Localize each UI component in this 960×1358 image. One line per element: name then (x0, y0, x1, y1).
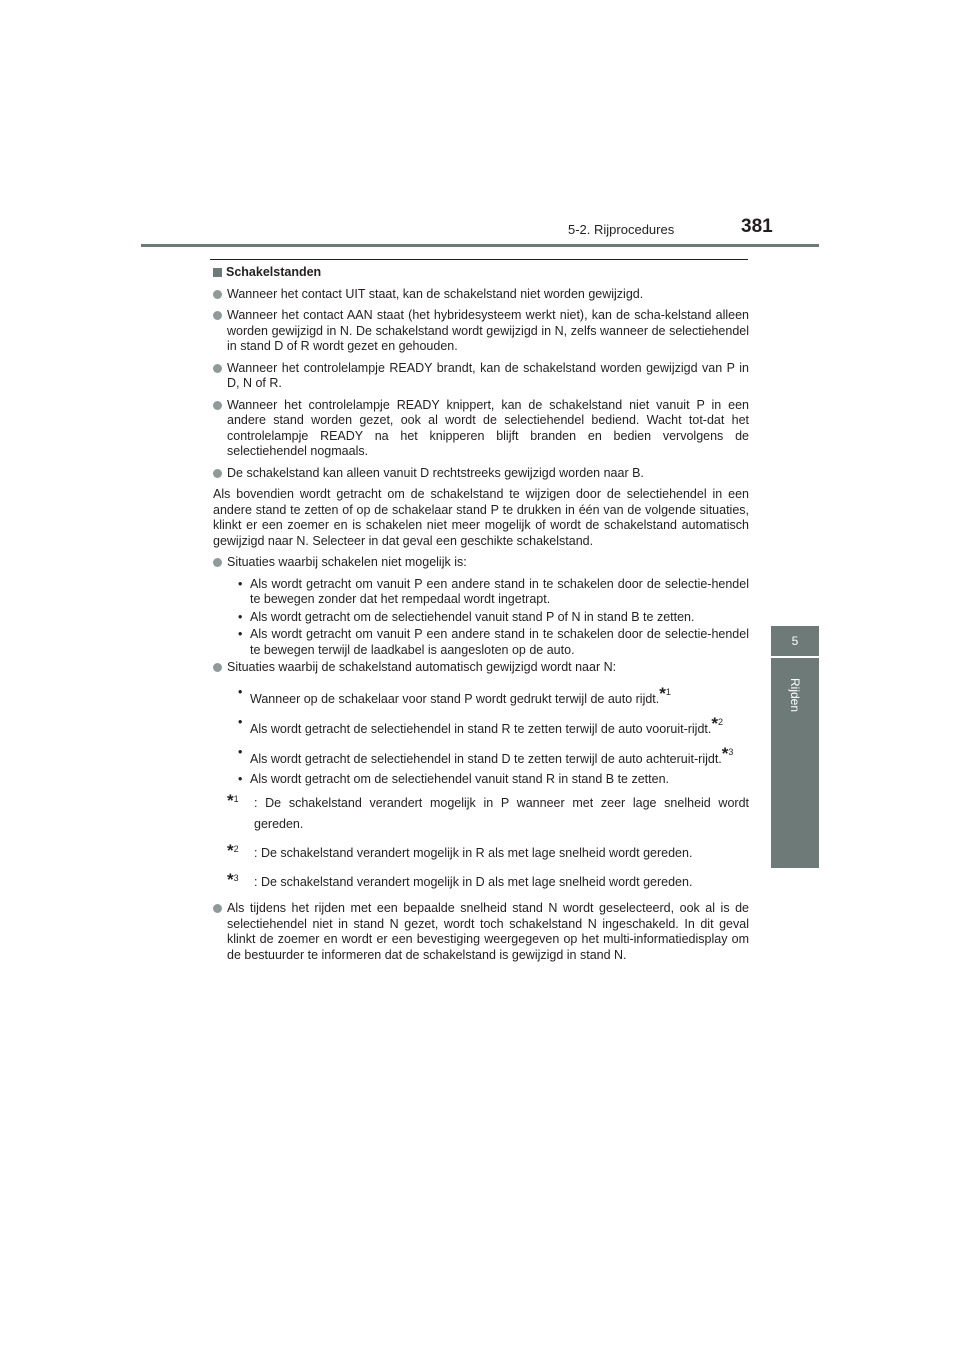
bullet-text: Wanneer het controlelampje READY brandt, kan de schakelstand worden gewijzigd van P in D, N of R. (227, 360, 749, 390)
list-item (213, 466, 749, 482)
circle-bullet-icon (213, 311, 222, 320)
sub-bullet-mark: • (238, 684, 243, 699)
body-paragraph: Als bovendien wordt getracht om de schakelstand te wijzigen door de selectiehendel in een andere stand te zetten of op de schakelaar stand P te drukken in één van de volgende situaties, klinkt er een zoemer en is schakelen niet meer mogelijk of wordt de schakelstand automatisch gewijzigd naar N. Selecteer in dat geval een geschikte schakelstand. (213, 487, 749, 548)
sub-bullet-mark: • (238, 744, 243, 759)
footnote-mark (227, 868, 239, 896)
circle-bullet-icon (213, 469, 222, 478)
sub-list-item (213, 682, 749, 710)
sub-list-item (213, 742, 749, 770)
footnote-number: 1 (233, 794, 239, 804)
sub-bullet-mark: • (238, 609, 243, 624)
bullet-text: Situaties waarbij schakelen niet mogelijk is: (227, 555, 467, 569)
list-item (213, 555, 749, 571)
sub-list-item (213, 610, 749, 626)
sub-list-item (213, 712, 749, 740)
footnote-star: * (659, 683, 666, 703)
bullet-text: Wanneer het contact UIT staat, kan de schakelstand niet worden gewijzigd. (227, 286, 644, 301)
footnote-star: * (721, 743, 729, 763)
sub-item-text: Als wordt getracht om de selectiehendel vanuit stand P of N in stand B te zetten. (250, 609, 695, 624)
footnote-mark (227, 839, 239, 867)
sub-item-text: Als wordt getracht om de selectiehendel vanuit stand R in stand B te zetten. (250, 771, 669, 786)
circle-bullet-icon (213, 663, 222, 672)
footnote-number: 2 (233, 844, 239, 854)
footnote-number: 3 (233, 873, 239, 883)
footnote-star: * (711, 713, 718, 733)
circle-bullet-icon (213, 904, 222, 913)
sub-item-text: Wanneer op de schakelaar voor stand P wordt gedrukt terwijl de auto rijdt. (250, 691, 660, 706)
content-divider (210, 259, 748, 260)
circle-bullet-icon (213, 364, 222, 373)
footnote-ref: 3 (728, 746, 734, 757)
footnote-star: * (227, 870, 234, 889)
sub-bullet-mark: • (238, 627, 243, 641)
sub-bullet-mark: • (238, 714, 243, 729)
list-item (213, 287, 749, 303)
header-divider (141, 244, 819, 247)
page-number: 381 (741, 216, 773, 237)
list-item (213, 660, 749, 676)
sub-item-text: Als wordt getracht de selectiehendel in stand R te zetten terwijl de auto vooruit-rijdt. (250, 721, 712, 736)
chapter-tab (771, 658, 819, 868)
footnote (213, 843, 749, 864)
sub-item-text: Als wordt getracht om vanuit P een andere stand in te schakelen door de selectie-hendel te bewegen terwijl de laadkabel is aangesloten op de auto. (250, 627, 749, 657)
bullet-text: Situaties waarbij de schakelstand automatisch gewijzigd wordt naar N: (227, 660, 617, 674)
page-content (213, 265, 749, 969)
sub-list-item (213, 627, 749, 658)
section-heading (213, 265, 749, 281)
bullet-text: De schakelstand kan alleen vanuit D rechtstreeks gewijzigd worden naar B. (227, 465, 644, 480)
footnote-star: * (227, 841, 234, 860)
footnote-text: : De schakelstand verandert mogelijk in R als met lage snelheid wordt gereden. (254, 846, 693, 860)
footnote-text: : De schakelstand verandert mogelijk in D als met lage snelheid wordt gereden. (254, 875, 693, 889)
sub-bullet-mark: • (238, 576, 243, 591)
sub-bullet-mark: • (238, 771, 243, 786)
square-marker-icon (213, 268, 222, 277)
footnote (213, 793, 749, 835)
sub-item-text: Als wordt getracht de selectiehendel in stand D te zetten terwijl de auto achteruit-rijdt. (250, 751, 722, 766)
footnote-star: * (227, 791, 234, 810)
bullet-text: Wanneer het contact AAN staat (het hybridesysteem werkt niet), kan de scha-kelstand alleen worden gewijzigd in N. De schakelstand wordt gewijzigd in N, zelfs wanneer de selectiehendel in stand D of R wordt gezet en gehouden. (227, 308, 749, 353)
list-item (213, 901, 749, 963)
list-item (213, 308, 749, 355)
list-item (213, 398, 749, 460)
header-section-title: 5-2. Rijprocedures (568, 222, 675, 237)
footnote-mark (227, 789, 239, 817)
chapter-tab-label: Rijden (788, 677, 802, 713)
circle-bullet-icon (213, 401, 222, 410)
sub-list-item (213, 772, 749, 788)
section-title: Schakelstanden (226, 265, 322, 279)
bullet-text: Wanneer het controlelampje READY knippert, kan de schakelstand niet vanuit P in een andere stand worden gezet, ook al wordt de selectiehendel bediend. Wacht tot-dat het controlelampje READY na het knipperen blijft branden en bedien vervolgens de selectiehendel nogmaals. (227, 397, 749, 458)
footnote-text: : De schakelstand verandert mogelijk in P wanneer met zeer lage snelheid wordt gereden. (254, 796, 749, 831)
sub-item-text: Als wordt getracht om vanuit P een andere stand in te schakelen door de selectie-hendel te bewegen zonder dat het rempedaal wordt ingetrapt. (250, 576, 749, 606)
chapter-tab-number: 5 (771, 626, 819, 656)
footnote-ref: 1 (665, 686, 671, 697)
footnote-ref: 2 (717, 716, 723, 727)
circle-bullet-icon (213, 558, 222, 567)
sub-list-item (213, 577, 749, 608)
list-item (213, 361, 749, 392)
circle-bullet-icon (213, 290, 222, 299)
footnote (213, 872, 749, 893)
bullet-text: Als tijdens het rijden met een bepaalde snelheid stand N wordt geselecteerd, ook al is de selectiehendel niet in stand N gezet, wordt toch schakelstand N ingeschakeld. In dit geval klinkt de zoemer en wordt er een bevestiging weergegeven op het multi-informatiedisplay om de bestuurder te informeren dat de schakelstand is gewijzigd in stand N. (227, 901, 749, 962)
